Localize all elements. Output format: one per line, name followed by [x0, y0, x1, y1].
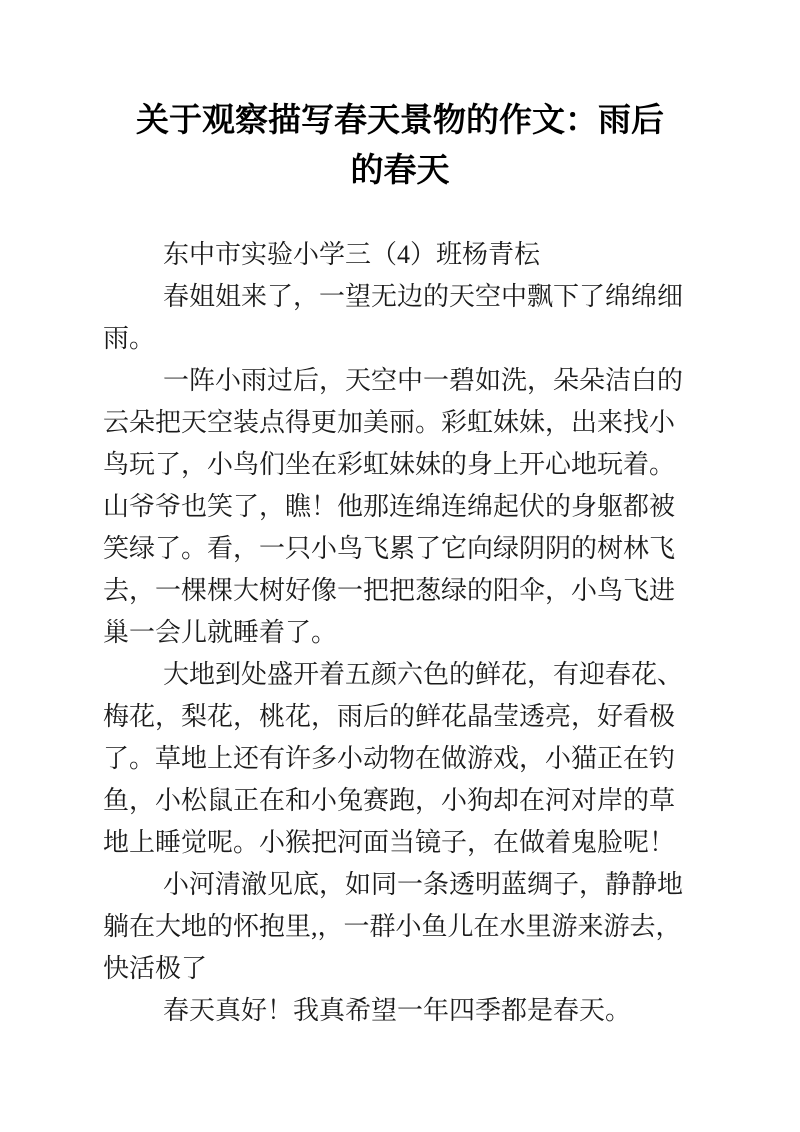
paragraph-3-line-1: 大地到处盛开着五颜六色的鲜花，有迎春花、: [163, 660, 684, 689]
paragraph-5-line-1: 春天真好！我真希望一年四季都是春天。: [163, 996, 632, 1025]
document-title-line-2: 的春天: [350, 151, 450, 188]
paragraph-1-line-2: 雨。: [103, 324, 156, 353]
byline: 东中市实验小学三（4）班杨青枟: [163, 240, 541, 269]
document-title-line-1: 关于观察描写春天景物的作文：雨后: [136, 101, 664, 138]
paragraph-4-line-1: 小河清澈见底，如同一条透明蓝绸子，静静地: [163, 870, 684, 899]
document-title: [0, 95, 800, 195]
paragraph-4-line-3: 快活极了: [103, 954, 208, 983]
paragraph-2-line-4: 山爷爷也笑了，瞧！他那连绵连绵起伏的身躯都被: [103, 492, 676, 521]
paragraph-2-line-3: 鸟玩了，小鸟们坐在彩虹妹妹的身上开心地玩着。: [103, 450, 676, 479]
paragraphs-container: [103, 276, 684, 1032]
article-body: [103, 234, 684, 1032]
paragraph-2-line-2: 云朵把天空装点得更加美丽。彩虹妹妹，出来找小: [103, 408, 676, 437]
paragraph-1-line-1: 春姐姐来了，一望无边的天空中飘下了绵绵细: [163, 282, 684, 311]
paragraph-3-line-2: 梅花，梨花，桃花，雨后的鲜花晶莹透亮，好看极: [103, 702, 676, 731]
paragraph-3-line-4: 鱼，小松鼠正在和小兔赛跑，小狗却在河对岸的草: [103, 786, 676, 815]
paragraph-2-line-6: 去，一棵棵大树好像一把把葱绿的阳伞，小鸟飞进: [103, 576, 676, 605]
paragraph-2-line-7: 巢一会儿就睡着了。: [103, 618, 338, 647]
paragraph-2-line-1: 一阵小雨过后，天空中一碧如洗，朵朵洁白的: [163, 366, 684, 395]
paragraph-3-line-5: 地上睡觉呢。小猴把河面当镜子，在做着鬼脸呢！: [103, 828, 676, 857]
paragraph-2-line-5: 笑绿了。看，一只小鸟飞累了它向绿阴阴的树林飞: [103, 534, 676, 563]
paragraph-3-line-3: 了。草地上还有许多小动物在做游戏，小猫正在钓: [103, 744, 676, 773]
paragraph-4-line-2: 躺在大地的怀抱里,，一群小鱼儿在水里游来游去，: [103, 912, 682, 941]
